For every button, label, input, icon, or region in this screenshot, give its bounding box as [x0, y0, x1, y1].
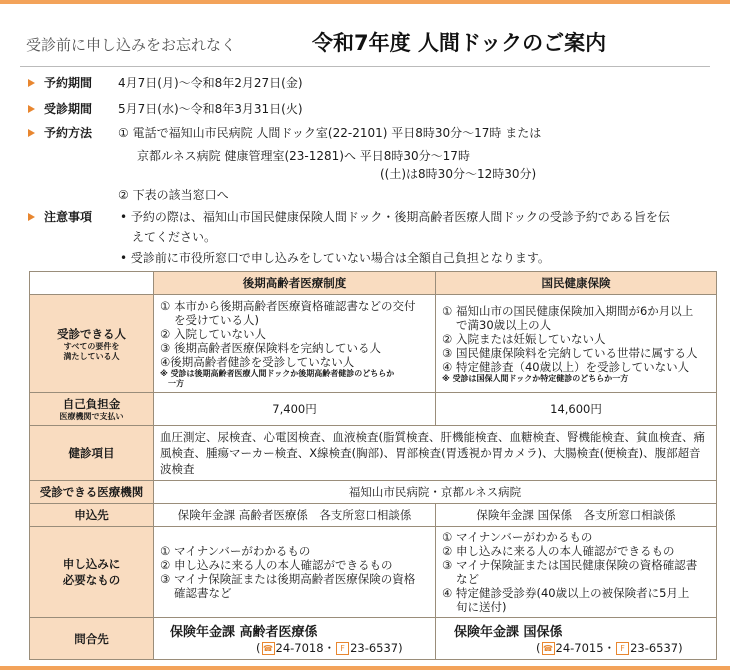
list-item: ③ 国民健康保険料を完納している世帯に属する人: [442, 345, 698, 360]
table-row-required: [30, 527, 717, 618]
list-item: ② 申し込みに来る人の本人確認ができるもの: [442, 544, 675, 558]
contact-elderly-name: 保険年金課 高齢者医療係: [170, 625, 318, 640]
list-item: など: [456, 572, 479, 586]
method-line-2: 京都ルネス病院 健康管理室(23-1281)へ 平日8時30分～17時: [137, 149, 470, 163]
list-item: ② 申し込みに来る人の本人確認ができるもの: [160, 558, 393, 572]
table-row-cost: [30, 393, 717, 426]
cost-national: 14,600円: [436, 393, 717, 426]
list-item: ① 福知山市の国民健康保険加入期間が6か月以上: [442, 303, 694, 318]
cost-header: [30, 393, 154, 426]
contact-national-cell: [436, 618, 717, 660]
list-item: ② 入院または妊娠していない人: [442, 331, 606, 346]
table-row-eligible: [30, 295, 717, 393]
reservation-period-label: 予約期間: [44, 76, 93, 90]
eligible-header: [30, 295, 154, 393]
eligible-elderly-note-1: ※ 受診は後期高齢者医療人間ドックか後期高齢者健診のどちらか: [160, 368, 395, 378]
phone-icon: ☎: [263, 644, 273, 653]
exam-period-value: 5月7日(水)～令和8年3月31日(火): [118, 102, 303, 116]
eligible-national-cell: [436, 295, 717, 393]
required-national-cell: [436, 527, 717, 618]
facilities-value: 福知山市民病院・京都ルネス病院: [154, 481, 717, 504]
arrow-icon: [28, 105, 35, 113]
method-line-4: ② 下表の該当窓口へ: [118, 188, 229, 202]
cost-label: 自己負担金: [62, 397, 121, 411]
page-title: 令和7年度 人間ドックのご案内: [312, 31, 607, 55]
table-row-apply: [30, 504, 717, 527]
contact-label: 問合先: [30, 618, 154, 660]
notes-label: 注意事項: [44, 210, 93, 224]
list-item: 確認書など: [174, 586, 232, 600]
eligible-elderly-cell: [154, 295, 436, 393]
page-subtitle: 受診前に申し込みをお忘れなく: [26, 36, 237, 54]
bottom-accent-bar: [0, 666, 730, 670]
exam-period-label: 受診期間: [44, 102, 93, 116]
col-header-elderly: 後期高齢者医療制度: [154, 272, 436, 295]
reservation-period-value: 4月7日(月)～令和8年2月27日(金): [118, 76, 303, 90]
header-divider: [20, 66, 710, 67]
table-row-facilities: [30, 481, 717, 504]
fax-icon: F: [616, 642, 629, 655]
arrow-icon: [28, 129, 35, 137]
list-item: で満30歳以上の人: [456, 317, 552, 332]
phone-icon: ☎: [543, 644, 553, 653]
eligible-sub-2: 満たしている人: [63, 351, 120, 361]
items-value: 血圧測定、尿検査、心電図検査、血液検査(脂質検査、肝機能検査、血糖検査、腎機能検査、貧血検査、痛風検査、腫瘍マーカー検査、X線検査(胸部)、胃部検査(胃透視か胃カメラ)、大腸検査(便検査)、腹部超音波検査: [154, 426, 717, 481]
list-item: ③ マイナ保険証または後期高齢者医療保険の資格: [160, 572, 416, 586]
top-accent-bar: [0, 0, 730, 4]
list-item: ① 本市から後期高齢者医療資格確認書などの交付: [160, 298, 416, 313]
eligible-sub-1: すべての要件を: [63, 341, 120, 351]
apply-national: 保険年金課 国保係 各支所窓口相談係: [436, 504, 717, 527]
table-corner-cell: [30, 272, 154, 295]
list-item: ④ 特定健診査（40歳以上）を受診していない人: [442, 359, 690, 374]
col-header-national: 国民健康保険: [436, 272, 717, 295]
required-label-2: 必要なもの: [62, 573, 121, 587]
required-header: [30, 527, 154, 618]
list-item: を受けている人): [174, 312, 259, 327]
contact-national-fax: 23-6537: [630, 641, 679, 655]
required-elderly-cell: [154, 527, 436, 618]
list-item: ④後期高齢者健診を受診していない人: [160, 354, 355, 369]
exam-info-table: [29, 271, 717, 660]
method-line-3: ((土)は8時30分～12時30分): [380, 167, 537, 181]
eligible-elderly-note-2: 一方: [168, 378, 184, 388]
list-item: ① マイナンバーがわかるもの: [442, 530, 593, 544]
eligible-label: 受診できる人: [57, 326, 126, 341]
fax-icon: F: [336, 642, 349, 655]
notes-line-1: • 予約の際は、福知山市国民健康保険人間ドック・後期高齢者医療人間ドックの受診予約である旨を伝: [120, 210, 670, 224]
list-item: ② 入院していない人: [160, 326, 266, 341]
facilities-label: 受診できる医療機関: [30, 481, 154, 504]
required-label-1: 申し込みに: [62, 557, 121, 571]
items-label: 健診項目: [30, 426, 154, 481]
contact-elderly-fax: 23-6537: [350, 641, 399, 655]
contact-national-tel: 24-7015: [555, 641, 604, 655]
page-header: [20, 22, 710, 62]
list-item: ③ マイナ保険証または国民健康保険の資格確認書: [442, 558, 698, 572]
table-row-contact: [30, 618, 717, 660]
method-line-1: ① 電話で福知山市民病院 人間ドック室(22-2101) 平日8時30分～17時 または: [118, 126, 542, 140]
arrow-icon: [28, 79, 35, 87]
notes-line-2: えてください。: [132, 230, 217, 244]
contact-elderly-tel: 24-7018: [275, 641, 324, 655]
list-item: ④ 特定健診受診券(40歳以上の被保険者に5月上: [442, 586, 690, 600]
list-item: ① マイナンバーがわかるもの: [160, 544, 311, 558]
apply-elderly: 保険年金課 高齢者医療係 各支所窓口相談係: [154, 504, 436, 527]
list-item: ③ 後期高齢者医療保険料を完納している人: [160, 340, 381, 355]
list-item: 旬に送付): [456, 600, 507, 614]
contact-national-name: 保険年金課 国保係: [454, 625, 563, 640]
contact-national-numbers: ( ☎ 24-7015・ F 23-6537): [536, 641, 683, 655]
eligible-national-note: ※ 受診は国保人間ドックか特定健診のどちらか一方: [442, 373, 629, 383]
contact-elderly-numbers: ( ☎ 24-7018・ F 23-6537): [256, 641, 403, 655]
cost-sub: 医療機関で支払い: [59, 412, 124, 421]
method-label: 予約方法: [44, 126, 93, 140]
apply-label: 申込先: [30, 504, 154, 527]
notes-line-3: • 受診前に市役所窓口で申し込みをしていない場合は全額自己負担となります。: [120, 251, 550, 265]
table-header-row: [30, 272, 717, 295]
arrow-icon: [28, 213, 35, 221]
table-row-items: [30, 426, 717, 481]
contact-elderly-cell: [154, 618, 436, 660]
cost-elderly: 7,400円: [154, 393, 436, 426]
